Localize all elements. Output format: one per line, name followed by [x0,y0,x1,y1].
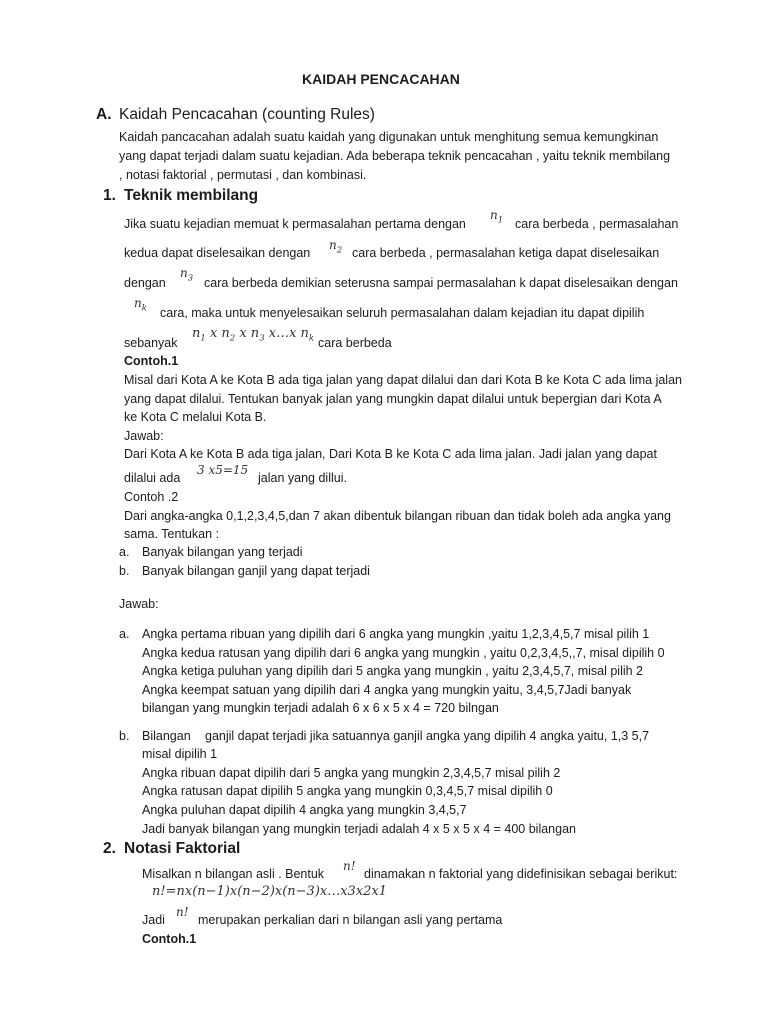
list-item-a: Banyak bilangan yang terjadi [142,545,303,559]
list-item-a-label: a. [119,545,130,559]
sec2-paragraph-line-2: Jadi [142,913,165,927]
sec1-paragraph-line-2: kedua dapat diselesaikan dengan [124,246,311,260]
list-item-b: Banyak bilangan ganjil yang dapat terjadi [142,564,370,578]
sec1-paragraph-line-5-end: cara berbeda [318,336,392,350]
section-a-line-3: , notasi faktorial , permutasi , dan kombinasi. [119,168,367,182]
section-a-marker: A. [96,106,112,123]
contoh-2-label: Contoh .2 [124,490,179,504]
contoh-2-line-1: Dari angka-angka 0,1,2,3,4,5,dan 7 akan dibentuk bilangan ribuan dan tidak boleh ada angka yang [124,509,671,523]
sec1-paragraph-line-5: sebanyak [124,336,178,350]
page-title: KAIDAH PENCACAHAN [302,71,460,87]
math-n3: $n_3$ [180,266,194,284]
section-2-marker: 2. [103,840,116,857]
math-n2: $n_2$ [329,238,343,256]
sec2-paragraph-line-2-end: merupakan perkalian dari n bilangan asli yang pertama [198,913,503,927]
sec2-contoh-label: Contoh.1 [142,932,197,946]
section-2-heading: Notasi Faktorial [124,840,241,857]
math-product: $n_1$ x $n_2$ x $n_3$ x…x $n_k$ [192,326,315,344]
sec1-paragraph-line-1-end: cara berbeda , permasalahan [515,217,679,231]
answer-b-line-5: Angka puluhan dapat dipilih 4 angka yang mungkin 3,4,5,7 [142,803,467,817]
answer-a-line-1: Angka pertama ribuan yang dipilih dari 6 angka yang mungkin ,yaitu 1,2,3,4,5,7 misal pilih 1 [142,627,650,641]
answer-a-line-3: Angka ketiga puluhan yang dipilih dari 5 angka yang mungkin , yaitu 2,3,4,5,7, misal pilih 2 [142,664,644,678]
jawab-1-line-1: Dari Kota A ke Kota B ada tiga jalan, Dari Kota B ke Kota C ada lima jalan. Jadi jalan yang dapat [124,447,657,461]
jawab-1-line-2-end: jalan yang dillui. [258,471,347,485]
sec1-paragraph-line-1: Jika suatu kejadian memuat k permasalahan pertama dengan [124,217,466,231]
list-item-b-label: b. [119,564,130,578]
section-1-marker: 1. [103,187,116,204]
factorial-formula: n!=nx(n−1)x(n−2)x(n−3)x…x3x2x1 [152,884,388,899]
sec1-paragraph-line-4: cara, maka untuk menyelesaikan seluruh permasalahan dalam kejadian itu dapat dipilih [160,306,645,320]
sec2-paragraph-line-1: Misalkan n bilangan asli . Bentuk [142,867,325,881]
section-1-heading: Teknik membilang [124,187,259,204]
answer-b-word: Bilangan [142,729,191,743]
answer-a-line-2: Angka kedua ratusan yang dipilih dari 6 angka yang mungkin , yaitu 0,2,3,4,5,,7, misal dipilih 0 [142,646,665,660]
math-n-factorial: n! [343,859,356,873]
math-n1: $n_1$ [490,208,504,226]
answer-a-label: a. [119,627,130,641]
contoh-1-line-2: yang dapat dilalui. Tentukan banyak jalan yang mungkin dapat dilalui untuk bepergian dari Kota A [124,392,662,406]
math-nk: $n_k$ [134,296,147,314]
answer-a-line-4: Angka keempat satuan yang dipilih dari 4 angka yang mungkin yaitu, 3,4,5,7Jadi banyak [142,683,632,697]
answer-b-line-3: Angka ribuan dapat dipilih dari 5 angka yang mungkin 2,3,4,5,7 misal pilih 2 [142,766,561,780]
contoh-1-label: Contoh.1 [124,354,179,368]
sec1-paragraph-line-3-end: cara berbeda demikian seterusna sampai permasalahan k dapat diselesaikan dengan [204,276,678,290]
section-a-line-1: Kaidah pancacahan adalah suatu kaidah yang digunakan untuk menghitung semua kemungkinan [119,130,659,144]
answer-b-line-6: Jadi banyak bilangan yang mungkin terjadi adalah 4 x 5 x 5 x 4 = 400 bilangan [142,822,576,836]
answer-b-label: b. [119,729,130,743]
jawab-label: Jawab: [124,429,164,443]
contoh-2-line-2: sama. Tentukan : [124,527,219,541]
jawab-2-label: Jawab: [119,597,159,611]
answer-b-line-1: ganjil dapat terjadi jika satuannya ganjil angka yang dipilih 4 angka yaitu, 1,3 5,7 [205,729,650,743]
sec2-paragraph-line-1-end: dinamakan n faktorial yang didefinisikan sebagai berikut: [364,867,678,881]
contoh-1-line-1: Misal dari Kota A ke Kota B ada tiga jalan yang dapat dilalui dan dari Kota B ke Kota C ada lima jalan [124,373,682,387]
answer-b-line-2: misal dipilih 1 [142,747,218,761]
math-3x5-15: 3 x5=15 [197,463,249,477]
section-a-heading: Kaidah Pencacahan (counting Rules) [119,106,375,123]
answer-a-line-5: bilangan yang mungkin terjadi adalah 6 x 6 x 5 x 4 = 720 bilngan [142,701,499,715]
answer-b-line-4: Angka ratusan dapat dipilih 5 angka yang mungkin 0,3,4,5,7 misal dipilih 0 [142,784,553,798]
sec1-paragraph-line-3: dengan [124,276,166,290]
jawab-1-line-2: dilalui ada [124,471,181,485]
contoh-1-line-3: ke Kota C melalui Kota B. [124,410,267,424]
math-n-factorial-2: n! [176,905,189,919]
section-a-line-2: yang dapat terjadi dalam suatu kejadian. Ada beberapa teknik pencacahan , yaitu teknik membilang [119,149,671,163]
sec1-paragraph-line-2-end: cara berbeda , permasalahan ketiga dapat diselesaikan [352,246,660,260]
